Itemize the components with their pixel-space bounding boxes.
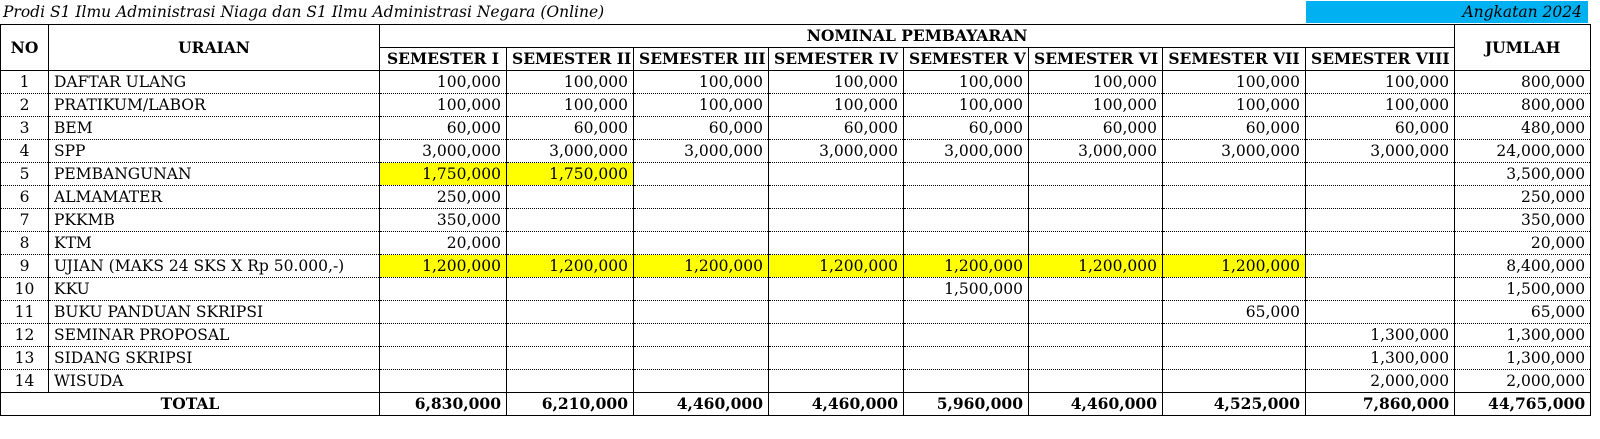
row-total-cell[interactable]: 1,300,000: [1455, 324, 1591, 347]
amount-cell[interactable]: [904, 347, 1029, 370]
amount-cell[interactable]: [904, 324, 1029, 347]
amount-cell[interactable]: 3,000,000: [634, 140, 769, 163]
row-description-cell[interactable]: BUKU PANDUAN SKRIPSI: [49, 301, 380, 324]
row-description-cell[interactable]: SPP: [49, 140, 380, 163]
amount-cell[interactable]: [507, 370, 634, 393]
col-header-semester[interactable]: SEMESTER II: [507, 48, 634, 71]
amount-cell[interactable]: 3,000,000: [507, 140, 634, 163]
total-cell[interactable]: 4,460,000: [634, 393, 769, 416]
amount-cell[interactable]: [769, 209, 904, 232]
amount-cell[interactable]: 3,000,000: [769, 140, 904, 163]
row-total-cell[interactable]: 65,000: [1455, 301, 1591, 324]
amount-cell[interactable]: 100,000: [507, 71, 634, 94]
table-row: [1, 232, 1591, 255]
amount-cell[interactable]: 100,000: [1163, 94, 1306, 117]
amount-cell[interactable]: 1,500,000: [904, 278, 1029, 301]
row-total-cell[interactable]: 1,300,000: [1455, 347, 1591, 370]
amount-cell[interactable]: 60,000: [904, 117, 1029, 140]
amount-cell[interactable]: 65,000: [1163, 301, 1306, 324]
amount-cell[interactable]: [1029, 347, 1163, 370]
amount-cell[interactable]: [1306, 186, 1455, 209]
row-number-cell[interactable]: 1: [1, 71, 49, 94]
sheet-title: Prodi S1 Ilmu Administrasi Niaga dan S1 Ilmu Administrasi Negara (Online): [3, 3, 605, 21]
row-number-cell[interactable]: 5: [1, 163, 49, 186]
row-description-cell[interactable]: PKKMB: [49, 209, 380, 232]
table-row: [1, 301, 1591, 324]
amount-cell[interactable]: 100,000: [634, 71, 769, 94]
row-description-cell[interactable]: KKU: [49, 278, 380, 301]
row-total-cell[interactable]: 20,000: [1455, 232, 1591, 255]
amount-cell[interactable]: 3,000,000: [904, 140, 1029, 163]
amount-cell[interactable]: 60,000: [634, 117, 769, 140]
row-total-cell[interactable]: 2,000,000: [1455, 370, 1591, 393]
amount-cell[interactable]: 60,000: [1306, 117, 1455, 140]
amount-cell[interactable]: [769, 232, 904, 255]
amount-cell[interactable]: 2,000,000: [1306, 370, 1455, 393]
row-number-cell[interactable]: 7: [1, 209, 49, 232]
table-row: [1, 186, 1591, 209]
amount-cell[interactable]: [769, 301, 904, 324]
amount-cell[interactable]: [1306, 232, 1455, 255]
amount-cell[interactable]: [1029, 186, 1163, 209]
row-description-cell[interactable]: WISUDA: [49, 370, 380, 393]
cohort-badge: [1306, 1, 1588, 23]
amount-cell[interactable]: [507, 209, 634, 232]
amount-cell[interactable]: 1,300,000: [1306, 324, 1455, 347]
amount-cell[interactable]: [1029, 324, 1163, 347]
row-number-cell[interactable]: 10: [1, 278, 49, 301]
row-description-cell[interactable]: SIDANG SKRIPSI: [49, 347, 380, 370]
amount-cell[interactable]: 100,000: [904, 71, 1029, 94]
amount-cell[interactable]: [634, 209, 769, 232]
total-label[interactable]: TOTAL: [1, 393, 380, 416]
amount-cell[interactable]: [507, 186, 634, 209]
row-total-cell[interactable]: 800,000: [1455, 94, 1591, 117]
table-row: [1, 71, 1591, 94]
amount-cell[interactable]: [1163, 186, 1306, 209]
amount-cell[interactable]: 100,000: [380, 71, 507, 94]
amount-cell[interactable]: [380, 278, 507, 301]
amount-cell[interactable]: 1,200,000: [769, 255, 904, 278]
amount-cell[interactable]: 100,000: [1306, 94, 1455, 117]
amount-cell[interactable]: 1,200,000: [634, 255, 769, 278]
header-row-top: [1, 25, 1591, 48]
row-total-cell[interactable]: 250,000: [1455, 186, 1591, 209]
row-total-cell[interactable]: 350,000: [1455, 209, 1591, 232]
amount-cell[interactable]: [904, 163, 1029, 186]
amount-cell[interactable]: [634, 370, 769, 393]
amount-cell[interactable]: [507, 232, 634, 255]
amount-cell[interactable]: 100,000: [1029, 71, 1163, 94]
amount-cell[interactable]: [634, 301, 769, 324]
table-row: [1, 347, 1591, 370]
row-number-cell[interactable]: 14: [1, 370, 49, 393]
amount-cell[interactable]: 250,000: [380, 186, 507, 209]
amount-cell[interactable]: [1163, 324, 1306, 347]
amount-cell[interactable]: [769, 324, 904, 347]
amount-cell[interactable]: 100,000: [904, 94, 1029, 117]
amount-cell[interactable]: [380, 347, 507, 370]
total-cell[interactable]: 6,830,000: [380, 393, 507, 416]
col-header-semester[interactable]: SEMESTER VII: [1163, 48, 1306, 71]
amount-cell[interactable]: [380, 324, 507, 347]
row-number-cell[interactable]: 3: [1, 117, 49, 140]
amount-cell[interactable]: 1,750,000: [507, 163, 634, 186]
amount-cell[interactable]: 1,200,000: [1163, 255, 1306, 278]
total-cell[interactable]: 7,860,000: [1306, 393, 1455, 416]
row-description-cell[interactable]: KTM: [49, 232, 380, 255]
amount-cell[interactable]: 1,200,000: [507, 255, 634, 278]
amount-cell[interactable]: [634, 163, 769, 186]
row-total-cell[interactable]: 480,000: [1455, 117, 1591, 140]
col-header-semester[interactable]: SEMESTER VIII: [1306, 48, 1455, 71]
row-number-cell[interactable]: 11: [1, 301, 49, 324]
row-number-cell[interactable]: 4: [1, 140, 49, 163]
amount-cell[interactable]: 1,750,000: [380, 163, 507, 186]
amount-cell[interactable]: 1,200,000: [1029, 255, 1163, 278]
col-header-uraian[interactable]: URAIAN: [49, 25, 380, 71]
amount-cell[interactable]: [1029, 278, 1163, 301]
amount-cell[interactable]: 20,000: [380, 232, 507, 255]
row-number-cell[interactable]: 9: [1, 255, 49, 278]
amount-cell[interactable]: 1,300,000: [1306, 347, 1455, 370]
amount-cell[interactable]: 100,000: [1163, 71, 1306, 94]
amount-cell[interactable]: [507, 347, 634, 370]
row-number-cell[interactable]: 2: [1, 94, 49, 117]
amount-cell[interactable]: 60,000: [769, 117, 904, 140]
amount-cell[interactable]: [1163, 347, 1306, 370]
amount-cell[interactable]: [769, 278, 904, 301]
amount-cell[interactable]: [769, 370, 904, 393]
table-row: [1, 370, 1591, 393]
row-total-cell[interactable]: 3,500,000: [1455, 163, 1591, 186]
payment-table: [0, 24, 1591, 416]
amount-cell[interactable]: [634, 347, 769, 370]
amount-cell[interactable]: [634, 232, 769, 255]
row-total-cell[interactable]: 1,500,000: [1455, 278, 1591, 301]
amount-cell[interactable]: 60,000: [1163, 117, 1306, 140]
amount-cell[interactable]: [769, 347, 904, 370]
row-number-cell[interactable]: 12: [1, 324, 49, 347]
row-total-cell[interactable]: 8,400,000: [1455, 255, 1591, 278]
col-header-semester[interactable]: SEMESTER IV: [769, 48, 904, 71]
amount-cell[interactable]: [904, 186, 1029, 209]
amount-cell[interactable]: [1163, 370, 1306, 393]
amount-cell[interactable]: [904, 370, 1029, 393]
row-description-cell[interactable]: PRATIKUM/LABOR: [49, 94, 380, 117]
col-header-semester[interactable]: SEMESTER VI: [1029, 48, 1163, 71]
amount-cell[interactable]: [1306, 278, 1455, 301]
row-total-cell[interactable]: 800,000: [1455, 71, 1591, 94]
table-row: [1, 94, 1591, 117]
total-cell[interactable]: 4,460,000: [769, 393, 904, 416]
amount-cell[interactable]: [1163, 278, 1306, 301]
amount-cell[interactable]: 60,000: [507, 117, 634, 140]
col-header-semester[interactable]: SEMESTER I: [380, 48, 507, 71]
amount-cell[interactable]: 60,000: [1029, 117, 1163, 140]
row-number-cell[interactable]: 6: [1, 186, 49, 209]
amount-cell[interactable]: [769, 186, 904, 209]
table-row: [1, 163, 1591, 186]
amount-cell[interactable]: [634, 278, 769, 301]
total-row: [1, 393, 1591, 416]
row-description-cell[interactable]: BEM: [49, 117, 380, 140]
amount-cell[interactable]: [380, 370, 507, 393]
col-header-semester[interactable]: SEMESTER III: [634, 48, 769, 71]
amount-cell[interactable]: 3,000,000: [380, 140, 507, 163]
amount-cell[interactable]: 100,000: [1029, 94, 1163, 117]
amount-cell[interactable]: [1029, 209, 1163, 232]
amount-cell[interactable]: [904, 209, 1029, 232]
table-row: [1, 324, 1591, 347]
amount-cell[interactable]: 3,000,000: [1029, 140, 1163, 163]
amount-cell[interactable]: [1163, 209, 1306, 232]
amount-cell[interactable]: [1306, 209, 1455, 232]
grand-total-cell[interactable]: 44,765,000: [1455, 393, 1591, 416]
amount-cell[interactable]: 100,000: [634, 94, 769, 117]
amount-cell[interactable]: [380, 301, 507, 324]
amount-cell[interactable]: [634, 324, 769, 347]
amount-cell[interactable]: [769, 163, 904, 186]
amount-cell[interactable]: [1163, 163, 1306, 186]
amount-cell[interactable]: [1029, 301, 1163, 324]
amount-cell[interactable]: [507, 278, 634, 301]
col-header-no[interactable]: NO: [1, 25, 49, 71]
amount-cell[interactable]: 100,000: [507, 94, 634, 117]
amount-cell[interactable]: 350,000: [380, 209, 507, 232]
amount-cell[interactable]: [1029, 232, 1163, 255]
col-header-nominal[interactable]: NOMINAL PEMBAYARAN: [380, 25, 1455, 48]
row-number-cell[interactable]: 8: [1, 232, 49, 255]
row-description-cell[interactable]: DAFTAR ULANG: [49, 71, 380, 94]
row-description-cell[interactable]: ALMAMATER: [49, 186, 380, 209]
amount-cell[interactable]: 1,200,000: [380, 255, 507, 278]
col-header-jumlah[interactable]: JUMLAH: [1455, 25, 1591, 71]
table-row: [1, 117, 1591, 140]
amount-cell[interactable]: [507, 324, 634, 347]
amount-cell[interactable]: [1306, 163, 1455, 186]
amount-cell[interactable]: [507, 301, 634, 324]
table-row: [1, 255, 1591, 278]
amount-cell[interactable]: [1029, 370, 1163, 393]
amount-cell[interactable]: [1306, 255, 1455, 278]
amount-cell[interactable]: 60,000: [380, 117, 507, 140]
amount-cell[interactable]: [1163, 232, 1306, 255]
col-header-semester[interactable]: SEMESTER V: [904, 48, 1029, 71]
total-cell[interactable]: 6,210,000: [507, 393, 634, 416]
amount-cell[interactable]: [1029, 163, 1163, 186]
amount-cell[interactable]: 100,000: [769, 71, 904, 94]
total-cell[interactable]: 4,525,000: [1163, 393, 1306, 416]
table-row: [1, 140, 1591, 163]
table-row: [1, 278, 1591, 301]
total-cell[interactable]: 4,460,000: [1029, 393, 1163, 416]
amount-cell[interactable]: [634, 186, 769, 209]
cohort-badge-label: Angkatan 2024: [1462, 3, 1582, 21]
row-description-cell[interactable]: PEMBANGUNAN: [49, 163, 380, 186]
total-cell[interactable]: 5,960,000: [904, 393, 1029, 416]
amount-cell[interactable]: 100,000: [1306, 71, 1455, 94]
amount-cell[interactable]: 3,000,000: [1163, 140, 1306, 163]
amount-cell[interactable]: 3,000,000: [1306, 140, 1455, 163]
amount-cell[interactable]: [1306, 301, 1455, 324]
row-number-cell[interactable]: 13: [1, 347, 49, 370]
amount-cell[interactable]: [904, 301, 1029, 324]
row-total-cell[interactable]: 24,000,000: [1455, 140, 1591, 163]
amount-cell[interactable]: 100,000: [380, 94, 507, 117]
row-description-cell[interactable]: UJIAN (MAKS 24 SKS X Rp 50.000,-): [49, 255, 380, 278]
amount-cell[interactable]: 100,000: [769, 94, 904, 117]
row-description-cell[interactable]: SEMINAR PROPOSAL: [49, 324, 380, 347]
amount-cell[interactable]: [904, 232, 1029, 255]
amount-cell[interactable]: 1,200,000: [904, 255, 1029, 278]
table-row: [1, 209, 1591, 232]
